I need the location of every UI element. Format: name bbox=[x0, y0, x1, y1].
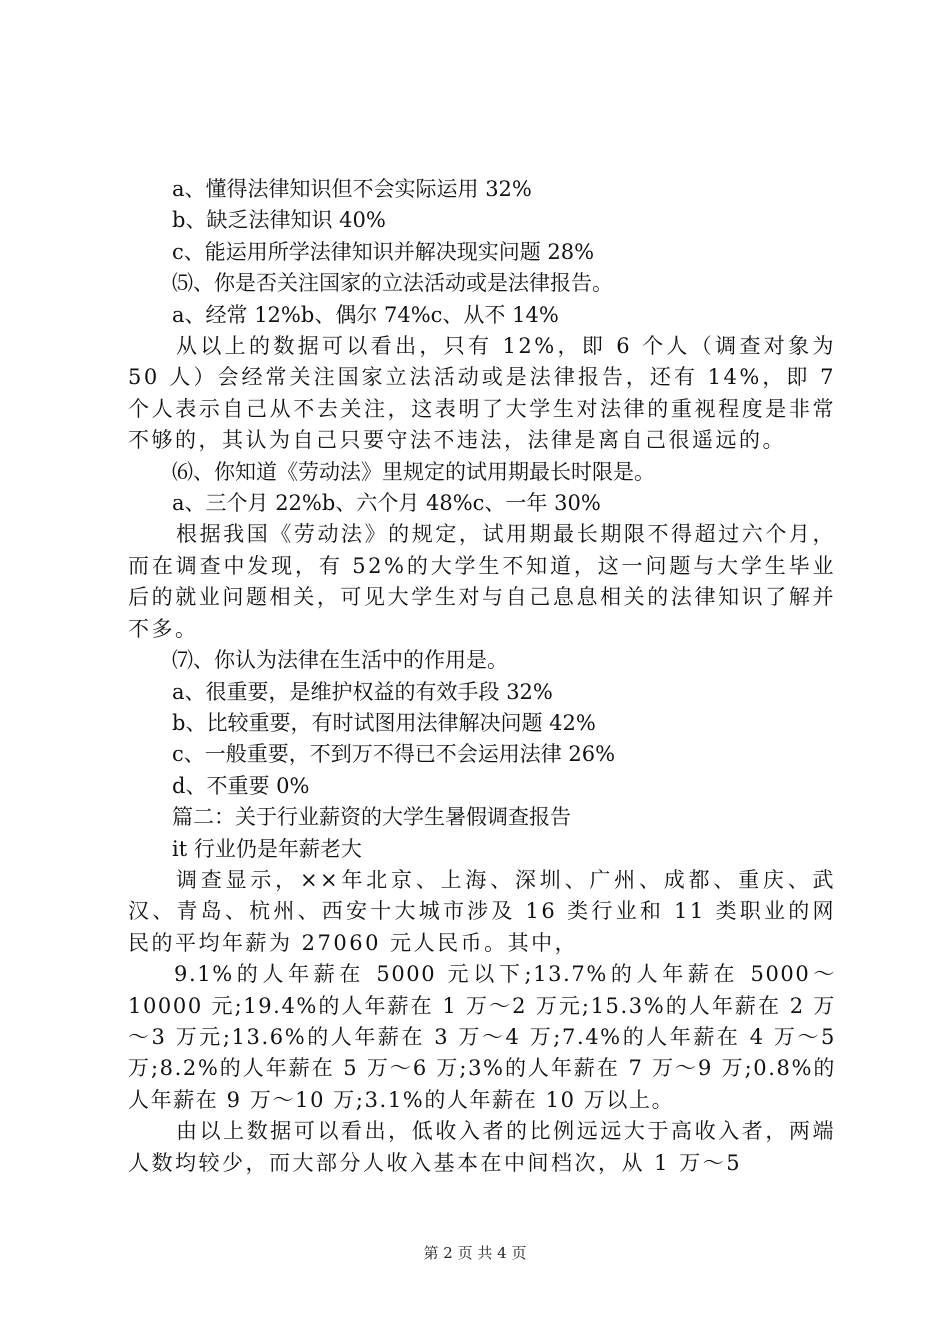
option-line: b、缺乏法律知识 40% bbox=[172, 208, 386, 233]
question-line: ⑸、你是否关注国家的立法活动或是法律报告。 bbox=[172, 271, 613, 296]
option-line: a、懂得法律知识但不会实际运用 32% bbox=[172, 177, 532, 201]
option-line: b、比较重要，有时试图用法律解决问题 42% bbox=[172, 710, 596, 735]
option-line: c、一般重要，不到万不得已不会运用法律 26% bbox=[172, 742, 616, 767]
option-line: a、经常 12%b、偶尔 74%c、从不 14% bbox=[172, 302, 559, 327]
option-line: c、能运用所学法律知识并解决现实问题 28% bbox=[172, 239, 595, 264]
question-line: ⑺、你认为法律在生活中的作用是。 bbox=[172, 648, 508, 673]
analysis-paragraph: 根据我国《劳动法》的规定，试用期最长期限不得超过六个月，而在调查中发现，有 52%的大学生不知道，这一问题与大学生毕业后的就业问题相关，可见大学生对与自己息息相关的法律知识了解并不多。 bbox=[128, 522, 836, 641]
option-line: a、三个月 22%b、六个月 48%c、一年 30% bbox=[172, 491, 601, 516]
page-footer: 第 2 页 共 4 页 bbox=[423, 1244, 527, 1262]
option-line: d、不重要 0% bbox=[172, 773, 310, 798]
section-subtitle: it 行业仍是年薪老大 bbox=[172, 836, 362, 861]
question-line: ⑹、你知道《劳动法》里规定的试用期最长时限是。 bbox=[172, 459, 655, 484]
option-line: a、很重要，是维护权益的有效手段 32% bbox=[172, 679, 553, 704]
analysis-paragraph: 从以上的数据可以看出，只有 12%，即 6 个人（调查对象为 50 人）会经常关注国家立法活动或是法律报告，还有 14%，即 7 个人表示自己从不去关注，这表明了大学生对法律的重视程度是非常不够的，其认为自己只要守法不违法，法律是离自己很遥远的。 bbox=[128, 334, 836, 453]
section-title: 篇二：关于行业薪资的大学生暑假调查报告 bbox=[172, 805, 571, 830]
document-body bbox=[128, 174, 836, 1179]
conclusion-paragraph: 由以上数据可以看出，低收入者的比例远远大于高收入者，两端人数均较少，而大部分人收入基本在中间档次，从 1 万～5 bbox=[128, 1119, 836, 1175]
salary-paragraph: 9.1%的人年薪在 5000 元以下;13.7%的人年薪在 5000～10000 元;19.4%的人年薪在 1 万～2 万元;15.3%的人年薪在 2 万～3 万元;13.6%的人年薪在 3 万～4 万;7.4%的人年薪在 4 万～5 万;8.2%的人年薪在 5 万～6 万;3%的人年薪在 7 万～9 万;0.8%的人年薪在 9 万～10 万;3.1%的人年薪在 10 万以上。 bbox=[128, 962, 836, 1112]
survey-paragraph: 调查显示，××年北京、上海、深圳、广州、成都、重庆、武汉、青岛、杭州、西安十大城市涉及 16 类行业和 11 类职业的网民的平均年薪为 27060 元人民币。其中， bbox=[128, 867, 836, 955]
